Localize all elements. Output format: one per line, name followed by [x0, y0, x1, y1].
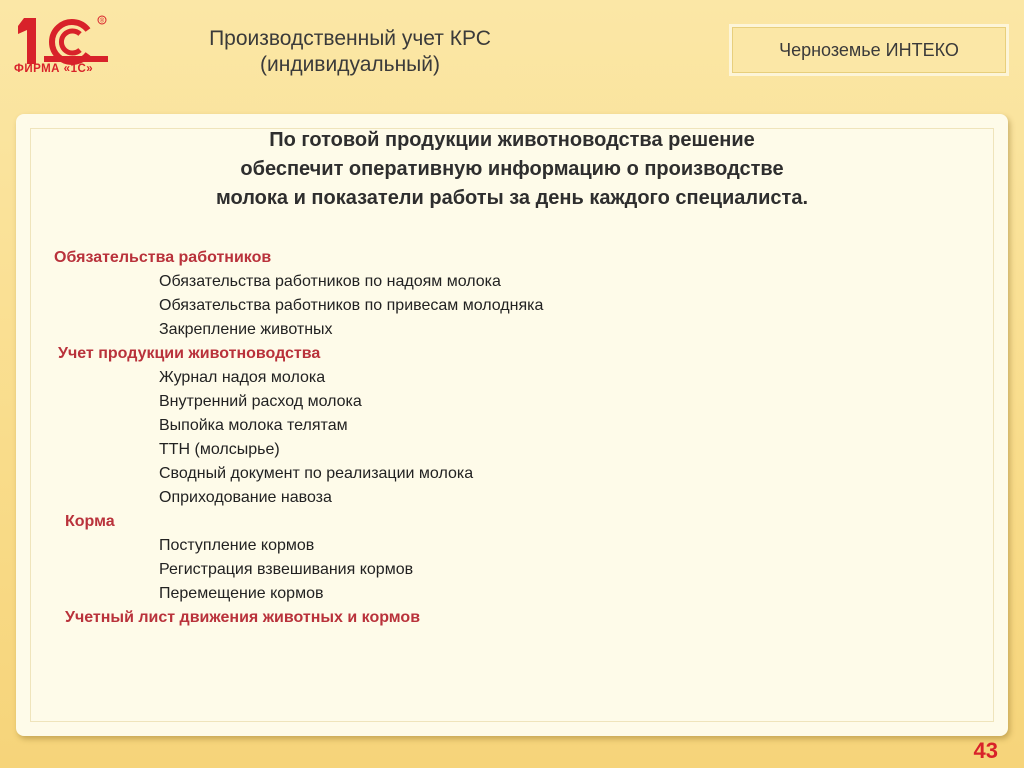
outline-heading: Учет продукции животноводства	[58, 345, 321, 362]
outline-item: Сводный документ по реализации молока	[159, 465, 474, 482]
outline-item: Поступление кормов	[159, 537, 315, 554]
outline-item: Выпойка молока телятам	[159, 417, 348, 434]
outline-item: Обязательства работников по привесам молодняка	[159, 297, 544, 314]
outline-item: ТТН (молсырье)	[159, 441, 280, 458]
slide-title	[150, 26, 550, 78]
svg-text:®: ®	[99, 18, 105, 25]
intro-line-1: По готовой продукции животноводства решение	[269, 129, 755, 151]
outline-heading: Учетный лист движения животных и кормов	[65, 609, 421, 626]
intro-line-3: молока и показатели работы за день каждого специалиста.	[215, 187, 809, 209]
title-line-1: Производственный учет КРС	[209, 27, 491, 50]
outline-item: Обязательства работников по надоям молока	[159, 273, 501, 290]
outline-item: Перемещение кормов	[159, 585, 324, 602]
title-line-2: (индивидуальный)	[260, 53, 440, 76]
logo-caption: ФИРМА «1С»	[14, 63, 94, 75]
outline-item: Внутренний расход молока	[159, 393, 362, 410]
outline-heading: Обязательства работников	[54, 249, 272, 266]
outline-heading: Корма	[65, 513, 115, 530]
outline-item: Оприходование навоза	[159, 489, 332, 506]
intro-line-2: обеспечит оперативную информацию о производстве	[240, 158, 784, 180]
logo-digit-one	[18, 18, 36, 64]
outline-item: Закрепление животных	[159, 321, 333, 338]
outline-item: Регистрация взвешивания кормов	[159, 561, 414, 578]
company-badge: Черноземье ИНТЕКО	[729, 24, 1009, 76]
intro-text	[100, 126, 924, 213]
outline-item: Журнал надоя молока	[159, 369, 326, 386]
page-number: 43	[973, 738, 998, 763]
